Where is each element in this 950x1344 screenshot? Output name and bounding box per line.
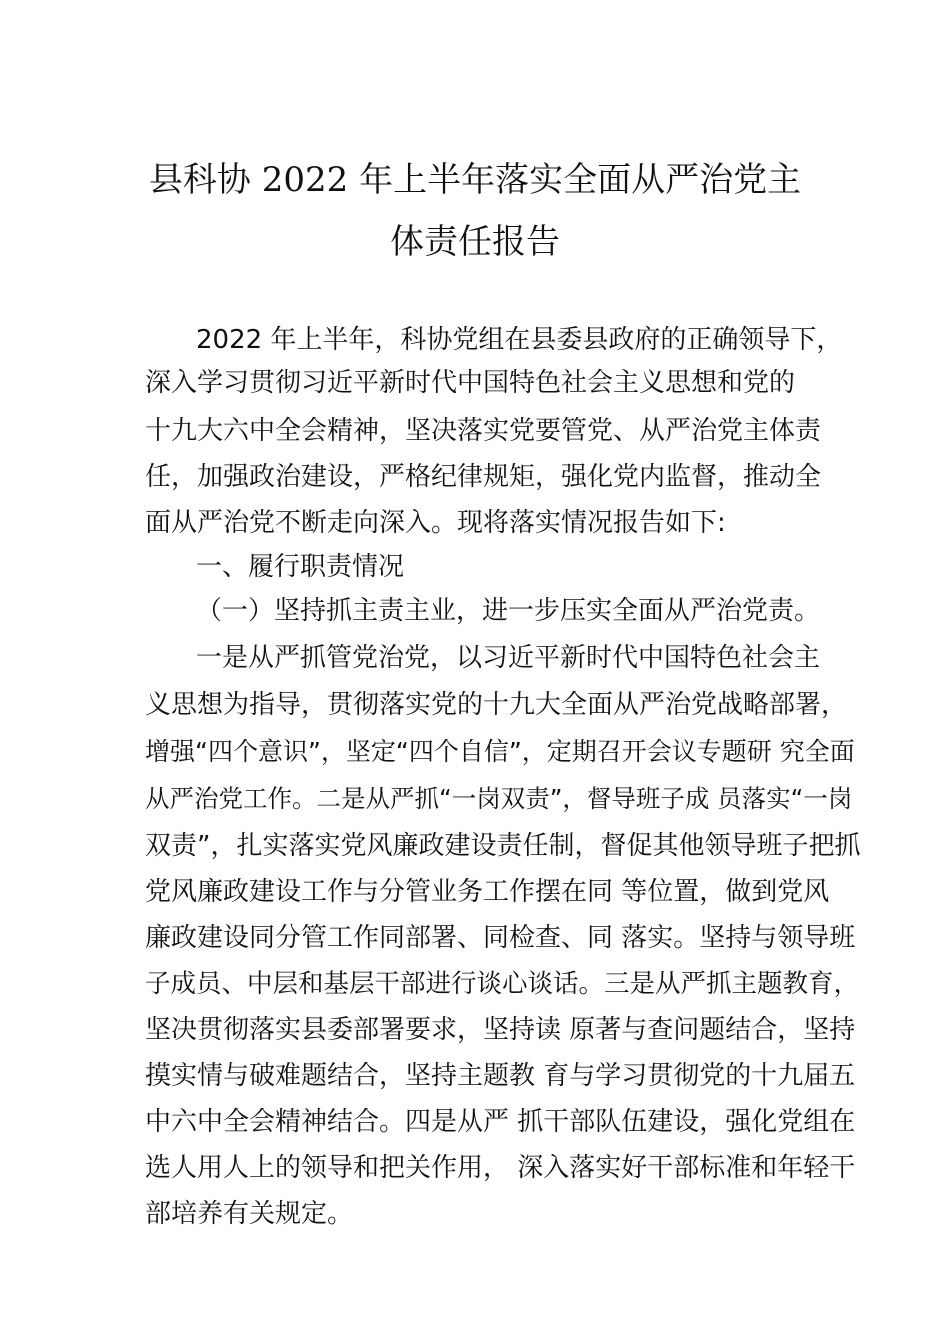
paragraph-line: 2022 年上半年，科协党组在县委县政府的正确领导下， xyxy=(196,325,843,355)
paragraph-line: 廉政建设同分管工作同部署、同检查、同 落实。坚持与领导班 xyxy=(145,923,856,953)
paragraph-line: 部培养有关规定。 xyxy=(145,1199,354,1229)
paragraph-line: 选人用人上的领导和把关作用， 深入落实好干部标准和年轻干 xyxy=(145,1153,856,1183)
paragraph-line: 从严治党工作。二是从严抓“一岗双责”，督导班子成 员落实“一岗 xyxy=(145,784,853,813)
paragraph-line: 坚决贯彻落实县委部署要求，坚持读 原著与查问题结合，坚持 xyxy=(145,1015,856,1045)
paragraph-line: 摸实情与破难题结合，坚持主题教 育与学习贯彻党的十九届五 xyxy=(145,1061,856,1091)
document-title-line-2: 体责任报告 xyxy=(390,222,560,262)
paragraph-line: 党风廉政建设工作与分管业务工作摆在同 等位置，做到党风 xyxy=(145,877,830,907)
paragraph-line: 义思想为指导，贯彻落实党的十九大全面从严治党战略部署， xyxy=(145,690,848,720)
paragraph-line: 中六中全会精神结合。四是从严 抓干部队伍建设，强化党组在 xyxy=(145,1107,856,1137)
subsection-heading: （一）坚持抓主责主业，进一步压实全面从严治党责。 xyxy=(196,596,821,626)
paragraph-line: 深入学习贯彻习近平新时代中国特色社会主义思想和党的 xyxy=(145,368,796,398)
paragraph-line: 双责”，扎实落实党风廉政建设责任制，督促其他领导班子把抓 xyxy=(145,831,861,861)
section-heading: 一、履行职责情况 xyxy=(196,552,405,582)
paragraph-line: 任，加强政治建设，严格纪律规矩，强化党内监督，推动全 xyxy=(145,462,822,492)
document-title-line-1: 县科协 2022 年上半年落实全面从严治党主 xyxy=(148,160,802,200)
paragraph-line: 子成员、中层和基层干部进行谈心谈话。三是从严抓主题教育， xyxy=(145,969,860,999)
paragraph-line: 一是从严抓管党治党，以习近平新时代中国特色社会主 xyxy=(196,643,821,673)
paragraph-line: 面从严治党不断走向深入。现将落实情况报告如下: xyxy=(145,508,726,538)
paragraph-line: 增强“四个意识”，坚定“四个自信”，定期召开会议专题研 究全面 xyxy=(145,737,855,766)
paragraph-line: 十九大六中全会精神，坚决落实党要管党、从严治党主体责 xyxy=(145,416,822,446)
